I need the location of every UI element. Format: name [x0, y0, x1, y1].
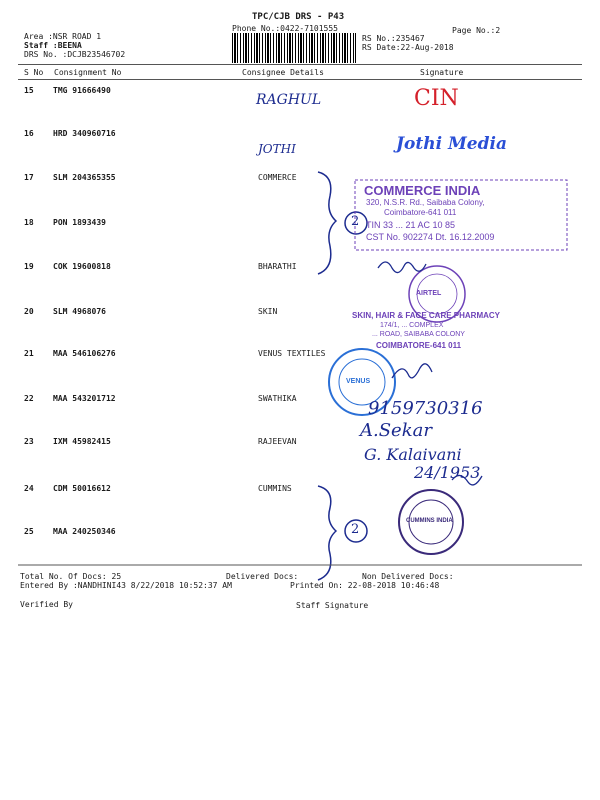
row-consignee: SWATHIKA: [258, 394, 297, 403]
row-sno: 21: [24, 349, 34, 358]
phone-number: Phone No.:0422-7101555: [232, 24, 338, 33]
row-consignment: SLM 4968076: [53, 307, 106, 316]
row-consignment: CDM 50016612: [53, 484, 111, 493]
row-consignment: MAA 240250346: [53, 527, 116, 536]
page-number: Page No.:2: [452, 26, 501, 35]
row-sno: 22: [24, 394, 34, 403]
row-consignee: SKIN: [258, 307, 278, 316]
bracket-left-lower: [318, 486, 336, 580]
row-sno: 16: [24, 129, 34, 138]
circled-two-lower: 2: [351, 522, 360, 537]
cummins-stamp-text: CUMMINS INDIA: [406, 518, 453, 524]
staff-label: Staff :BEENA: [24, 41, 82, 50]
handwritten-phone: 9159730316: [368, 398, 483, 419]
handwritten-number-24: 24/1953: [414, 463, 481, 482]
handwritten-name-raghul: RAGHUL: [256, 92, 322, 108]
document-title: TPC/CJB DRS - P43: [252, 12, 345, 22]
col-consignee: Consignee Details: [242, 68, 324, 77]
row-consignment: SLM 204365355: [53, 173, 116, 182]
row-sno: 19: [24, 262, 34, 271]
col-sno: S No: [24, 68, 44, 77]
handwritten-name-kalaivani: G. Kalaivani: [364, 445, 462, 464]
skin-stamp-line3: ... ROAD, SAIBABA COLONY: [372, 331, 465, 338]
row-sno: 15: [24, 86, 34, 95]
row-consignment: IXM 45982415: [53, 437, 111, 446]
row-sno: 24: [24, 484, 34, 493]
area-label: Area :NSR ROAD 1: [24, 32, 102, 41]
commerce-stamp-title: COMMERCE INDIA: [364, 183, 481, 198]
row-consignee: COMMERCE: [258, 173, 297, 182]
col-consignment: Consignment No: [54, 68, 122, 77]
commerce-stamp-cst: CST No. 902274 Dt. 16.12.2009: [366, 232, 495, 242]
col-signature: Signature: [420, 68, 464, 77]
airtel-stamp-text: AIRTEL: [416, 290, 442, 297]
row-consignment: HRD 340960716: [53, 129, 116, 138]
drs-number: DRS No. :DCJB23546702: [24, 50, 126, 59]
row-consignment: PON 1893439: [53, 218, 106, 227]
row-sno: 25: [24, 527, 34, 536]
total-docs: Total No. Of Docs: 25: [20, 572, 122, 581]
row-sno: 20: [24, 307, 34, 316]
row-consignee: RAJEEVAN: [258, 437, 297, 446]
row-consignment: TMG 91666490: [53, 86, 111, 95]
jothi-media-stamp: Jothi Media: [396, 134, 507, 154]
row-sno: 17: [24, 173, 34, 182]
rs-date: RS Date:22-Aug-2018: [362, 43, 454, 52]
handwritten-sign-cin: CIN: [414, 86, 459, 111]
handwritten-signature-23: A.Sekar: [360, 420, 432, 441]
commerce-stamp-address: 320, N.S.R. Rd., Saibaba Colony,: [366, 198, 485, 207]
row-sno: 18: [24, 218, 34, 227]
row-consignee: VENUS TEXTILES: [258, 349, 326, 358]
bracket-left-upper: [318, 172, 336, 274]
printed-on: Printed On: 22-08-2018 10:46:48: [290, 581, 440, 590]
rs-number: RS No.:235467: [362, 34, 425, 43]
skin-stamp-city: COIMBATORE-641 011: [376, 341, 462, 350]
venus-stamp-text: VENUS: [346, 378, 371, 385]
handwritten-name-jothi: JOTHI: [258, 142, 296, 156]
row-consignment: MAA 543201712: [53, 394, 116, 403]
signature-scribble-21: [392, 364, 432, 378]
row-sno: 23: [24, 437, 34, 446]
skin-stamp-title: SKIN, HAIR & FACE CARE PHARMACY: [352, 311, 501, 320]
commerce-stamp-city: Coimbatore-641 011: [384, 208, 457, 217]
row-consignee: BHARATHI: [258, 262, 297, 271]
entered-by: Entered By :NANDHINI43 8/22/2018 10:52:37 AM: [20, 581, 232, 590]
commerce-stamp-tin: TIN 33 ... 21 AC 10 85: [366, 220, 456, 230]
non-delivered-docs: Non Delivered Docs:: [362, 572, 454, 581]
row-consignment: MAA 546106276: [53, 349, 116, 358]
signature-scribble-19: [378, 262, 426, 273]
verified-by: Verified By: [20, 600, 73, 609]
circled-two-upper: 2: [351, 214, 360, 229]
skin-stamp-line2: 174/1, ... COMPLEX: [380, 322, 444, 329]
row-consignee: CUMMINS: [258, 484, 292, 493]
staff-signature: Staff Signature: [296, 601, 369, 610]
delivered-docs: Delivered Docs:: [226, 572, 299, 581]
row-consignment: COK 19600818: [53, 262, 111, 271]
